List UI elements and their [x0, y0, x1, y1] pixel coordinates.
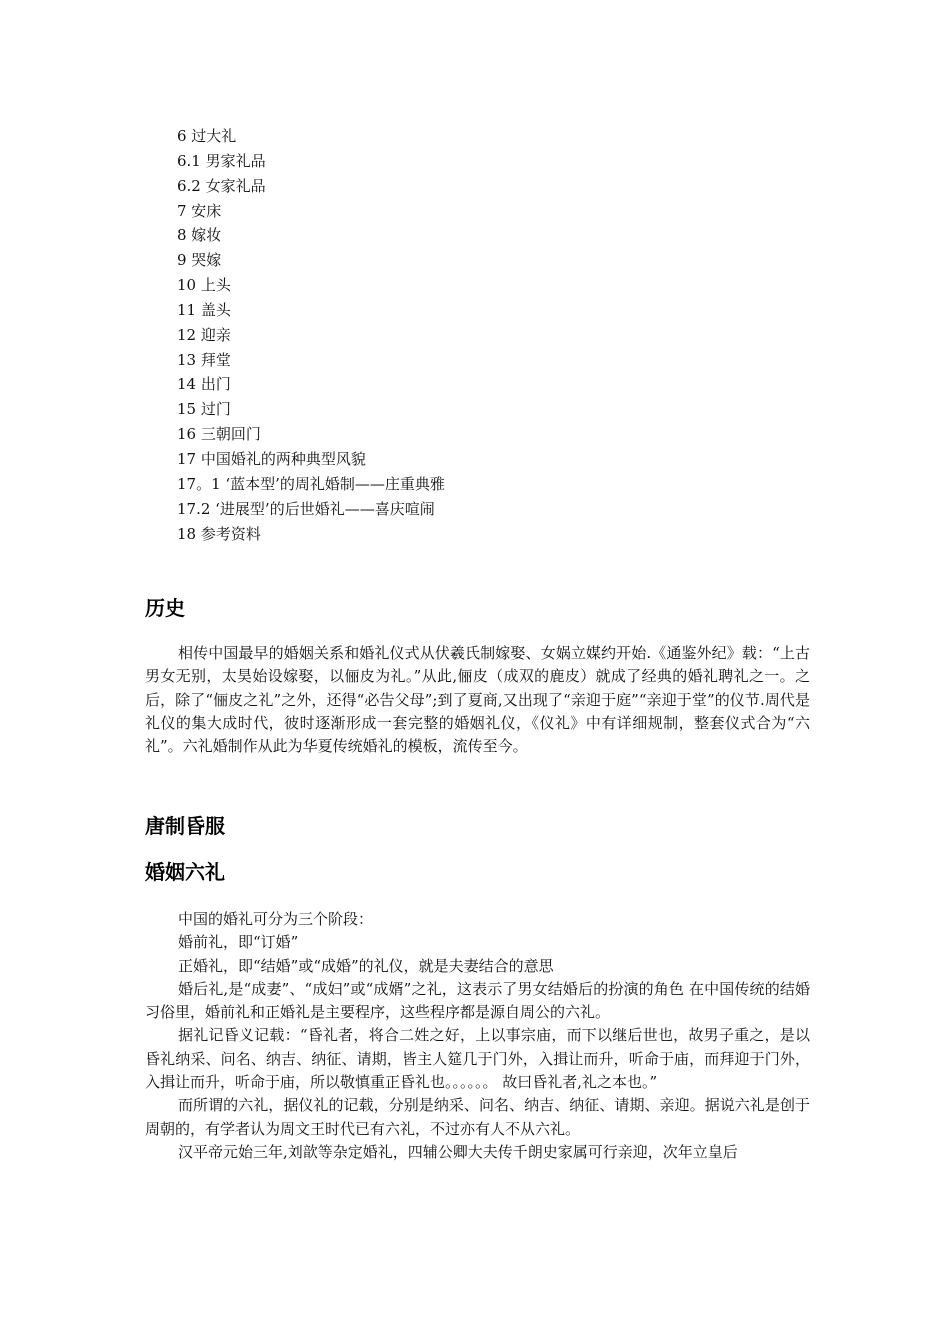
tang-section	[145, 812, 810, 840]
toc-item[interactable]: 13 拜堂	[177, 350, 231, 369]
toc-item[interactable]: 7 安床	[177, 201, 222, 220]
toc-item[interactable]: 17。1 ‘蓝本型’的周礼婚制——庄重典雅	[177, 474, 445, 493]
toc-item[interactable]: 16 三朝回门	[177, 425, 261, 444]
six-rites-paragraph: 而所谓的六礼，据仪礼的记载，分别是纳采、问名、纳吉、纳征、请期、亲迎。据说六礼是创于周朝的，有学者认为周文王时代已有六礼，不过亦有人不从六礼。	[145, 1096, 810, 1138]
toc-item[interactable]: 9 哭嫁	[177, 251, 222, 270]
six-rites-paragraph: 据礼记昏义记载：“昏礼者，将合二姓之好，上以事宗庙，而下以继后世也，故男子重之，是以昏礼纳采、问名、纳吉、纳征、请期，皆主人筵几于门外，入揖让而升，听命于庙，而拜迎于门外，入揖让而升，听命于庙，所以敬慎重正昏礼也。。。。。。 故曰昏礼者,礼之本也。”	[145, 1026, 810, 1092]
toc-item[interactable]: 12 迎亲	[177, 325, 231, 344]
table-of-contents	[177, 124, 445, 546]
toc-item[interactable]: 8 嫁妆	[177, 226, 222, 245]
six-rites-paragraph: 婚后礼,是“成妻”、“成妇”或“成婿”之礼，这表示了男女结婚后的扮演的角色 在中国传统的结婚习俗里，婚前礼和正婚礼是主要程序，这些程序都是源自周公的六礼。	[145, 979, 810, 1022]
toc-item[interactable]: 18 参考资料	[177, 524, 261, 543]
toc-item[interactable]: 14 出门	[177, 375, 231, 394]
tang-heading: 唐制昏服	[145, 814, 225, 838]
six-rites-section	[145, 858, 810, 886]
toc-item[interactable]: 6 过大礼	[177, 127, 237, 145]
toc-item[interactable]: 11 盖头	[177, 300, 231, 319]
toc-item[interactable]: 10 上头	[177, 276, 231, 295]
six-rites-paragraph: 中国的婚礼可分为三个阶段：	[178, 910, 374, 928]
toc-item[interactable]: 6.1 男家礼品	[177, 151, 266, 170]
six-rites-paragraph: 婚前礼，即“订婚”	[178, 933, 299, 952]
history-paragraph: 相传中国最早的婚姻关系和婚礼仪式从伏羲氏制嫁娶、女娲立媒约开始.《通鉴外纪》载：“上古男女无别，太昊始设嫁娶，以俪皮为礼。”从此,俪皮（成双的鹿皮）就成了经典的婚礼聘礼之一。之后，除了“俪皮之礼”之外，还得“必告父母”;到了夏商,又出现了“亲迎于庭”“亲迎于堂”的仪节.周代是礼仪的集大成时代，彼时逐渐形成一套完整的婚姻礼仪，《仪礼》中有详细规制，整套仪式合为“六礼”。六礼婚制作从此为华夏传统婚礼的模板，流传至今。	[145, 644, 810, 756]
toc-item[interactable]: 6.2 女家礼品	[177, 176, 266, 195]
six-rites-body	[145, 908, 810, 1164]
history-section	[145, 594, 810, 622]
six-rites-heading: 婚姻六礼	[145, 860, 225, 884]
history-heading: 历史	[145, 596, 185, 620]
six-rites-paragraph: 正婚礼，即“结婚”或“成婚”的礼仪，就是夫妻结合的意思	[178, 956, 554, 975]
toc-item[interactable]: 17 中国婚礼的两种典型风貌	[177, 449, 366, 468]
six-rites-paragraph: 汉平帝元始三年,刘歆等杂定婚礼，四辅公卿大夫传千朗史家属可行亲迎，次年立皇后	[178, 1142, 738, 1161]
toc-item[interactable]: 15 过门	[177, 400, 231, 419]
history-body	[145, 642, 810, 758]
toc-item[interactable]: 17.2 ‘进展型’的后世婚礼——喜庆喧闹	[177, 499, 435, 518]
